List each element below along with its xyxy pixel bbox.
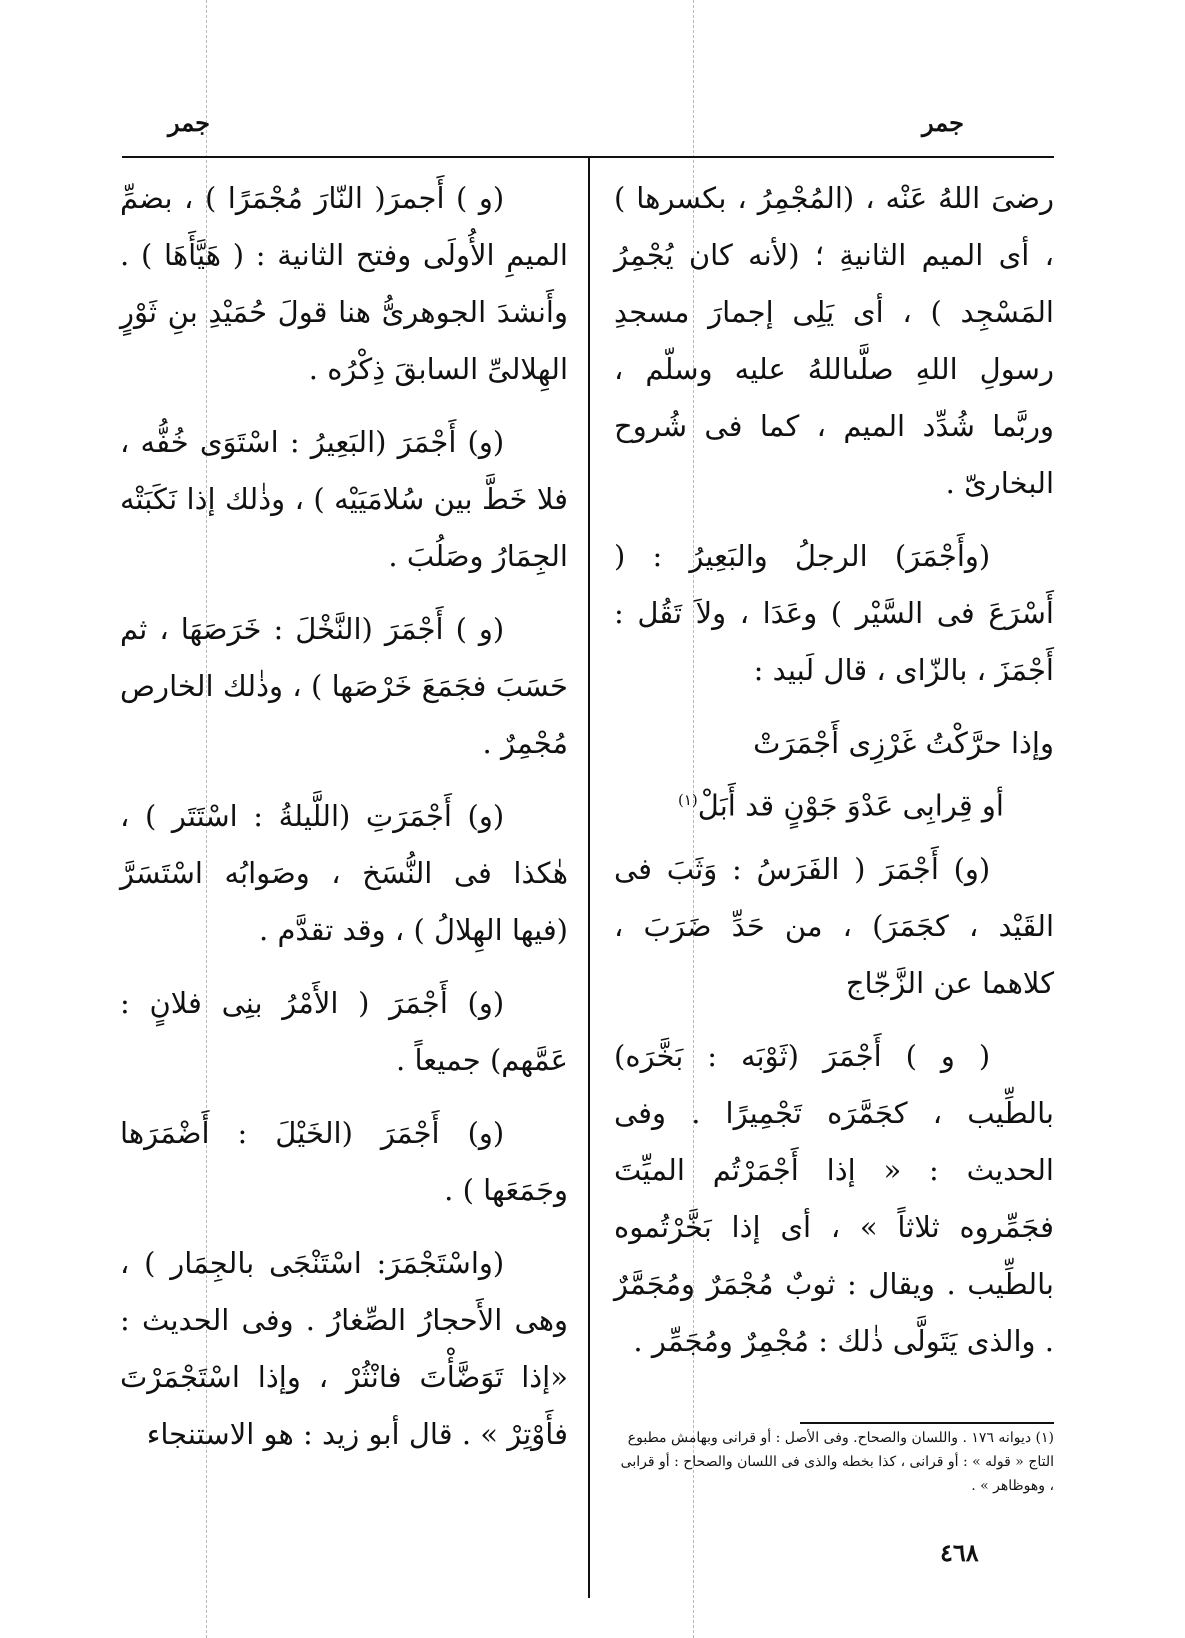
verse-line: وإذا حرَّكْتُ غَرْزِى أَجْمَرَتْ — [753, 726, 1054, 760]
footnote-marker: (١) — [677, 791, 698, 809]
verse — [614, 715, 1054, 835]
footnote-rule — [800, 1422, 1054, 1424]
running-head-left: جمر — [168, 108, 210, 137]
paragraph: (و) أَجْمَرَتِ (اللَّيلةُ : اسْتَتَر ) ، هٰكذا فى النُّسَخ ، وصَوابُه اسْتَسَرَّ (فيها الهِلالُ ) ، وقد تقدَّم . — [120, 799, 568, 947]
paragraph: (وأَجْمَرَ) الرجلُ والبَعِيرُ : ( أَسْرَعَ فى السَّيْر ) وعَدَا ، ولاَ تَقُل : أَجْمَزَ ، بالزّاى ، قال لَبيد : — [614, 539, 1054, 687]
column-divider — [588, 158, 590, 1598]
paragraph: (و) أَجْمَرَ ( الفَرَسُ : وَثَبَ فى القَيْد ، كجَمَرَ) ، من حَدِّ ضَرَبَ ، كلاهما عن الزَّجّاج — [614, 851, 1054, 1000]
paragraph: (و) أَجْمَرَ (البَعِيرُ : اسْتَوَى خُفُّه ، فلا خَطَّ بين سُلامَيَيْه ) ، وذٰلك إذا نَكَبَتْه الجِمَارُ وصَلُبَ . — [120, 425, 568, 573]
paragraph: (و ) أَجْمَرَ (النَّخْلَ : خَرَصَهَا ، ثم حَسَبَ فجَمَعَ خَرْصَها ) ، وذٰلك الخارص مُجْمِرٌ . — [120, 612, 568, 760]
footnote: (١) ديوانه ١٧٦ . واللسان والصحاح. وفى الأصل : أو قرانى وبهامش مطبوع التاج « قوله » : أو قرانى ، كذا بخطه والذى فى اللسان والصحاح : أو قرابى ، وهوظاهر » . — [620, 1430, 1054, 1494]
paragraph: رضىَ اللهُ عَنْه ، (المُجْمِرُ ، بكسرها ) ، أى الميم الثانيةِ ؛ (لأنه كان يُجْمِرُ المَسْجِد ) ، أى يَلِى إجمارَ مسجدِ رسولِ اللهِ صلَّىاللهُ عليه وسلّم ، وربَّما شُدِّد الميم ، كما فى شُروح البخارىّ . — [614, 181, 1054, 500]
paragraph: ( و ) أَجْمَرَ (ثَوْبَه : بَخَّرَه) بالطِّيب ، كجَمَّرَه تَجْمِيرًا . وفى الحديث : « إذا أَجْمَرْتُم الميِّتَ فجَمِّروه ثلاثاً » ، أى إذا بَخَّرْتُموه بالطِّيب . ويقال : ثوبٌ مُجْمَرٌ ومُجَمَّرٌ . والذى يَتَولَّى ذٰلك : مُجْمِرٌ ومُجَمِّر . — [614, 1038, 1054, 1358]
left-column — [120, 170, 568, 1479]
verse-line-text: أو قِرابِى عَدْوَ جَوْنٍ قد أَبَلْ — [697, 788, 1004, 823]
running-head-right: جمر — [922, 108, 964, 137]
paragraph: (واسْتَجْمَرَ: اسْتَنْجَى بالجِمَار ) ، وهى الأَحجارُ الصِّغارُ . وفى الحديث : «إذا تَوَضَّأْتَ فانْثُرْ ، وإذا اسْتَجْمَرْتَ فأَوْتِرْ » . قال أبو زيد : هو الاستنجاء — [120, 1246, 568, 1451]
page-number: ٤٦٨ — [940, 1538, 979, 1567]
paragraph: (و ) أَجمرَ( النّارَ مُجْمَرًا ) ، بضمِّ الميمِ الأُولَى وفتح الثانية : ( هَيَّأَهَا ) . وأَنشدَ الجوهرىُّ هنا قولَ حُمَيْدِ بنِ ثَوْرٍ الهِلالىِّ السابقَ ذِكْرُه . — [120, 181, 568, 386]
right-column — [614, 170, 1054, 1386]
paragraph: (و) أَجْمَرَ (الخَيْلَ : أَضْمَرَها وجَمَعَها ) . — [120, 1116, 568, 1207]
verse-line — [614, 772, 1054, 835]
paragraph: (و) أَجْمَرَ ( الأَمْرُ بنِى فلانٍ : عَمَّهم) جميعاً . — [120, 986, 568, 1077]
